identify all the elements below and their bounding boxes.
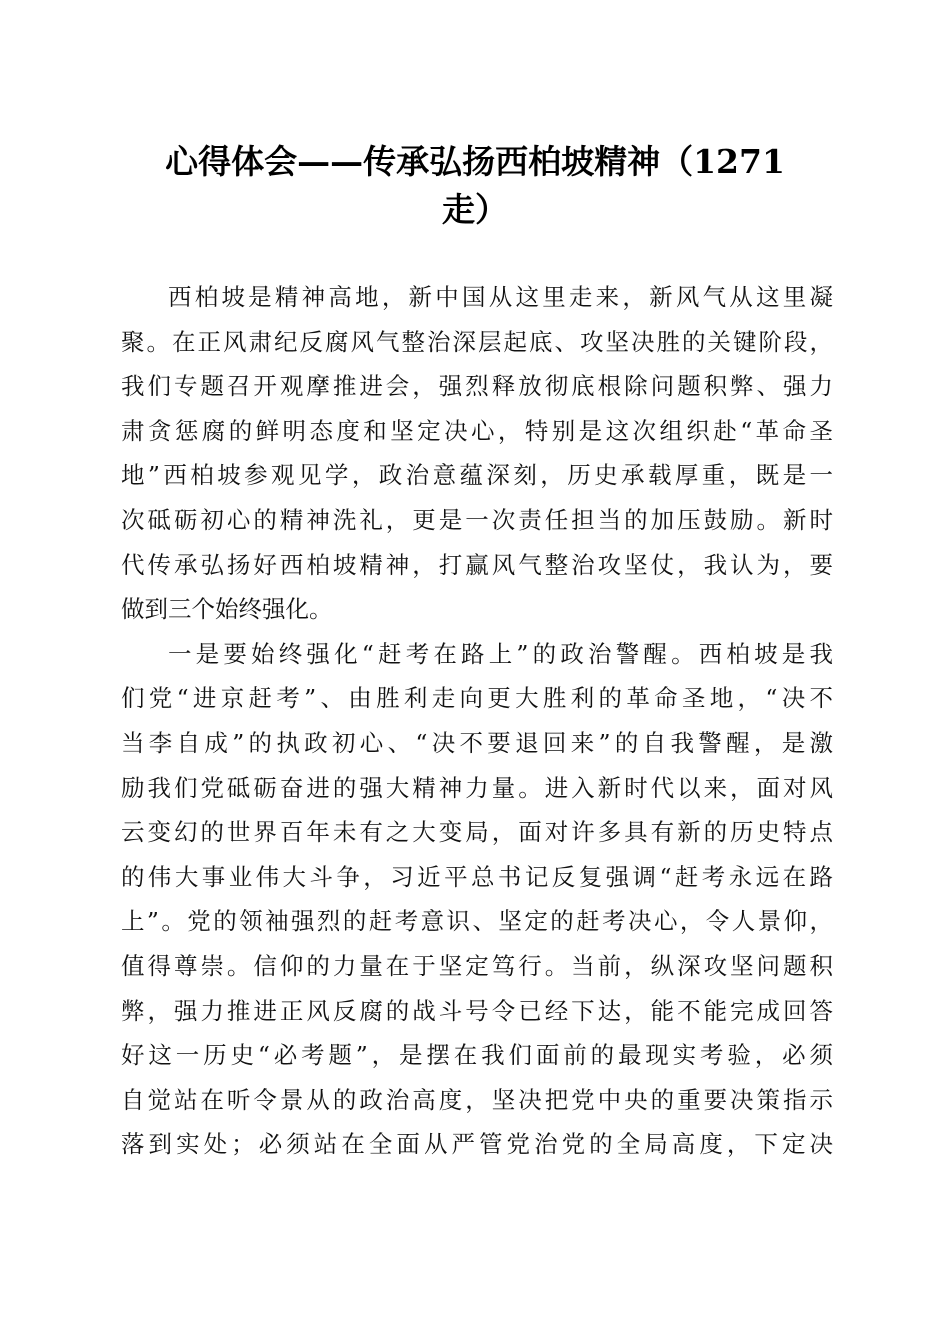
paragraph-1 (121, 275, 833, 632)
paragraph-line: 云变幻的世界百年未有之大变局，面对许多具有新的历史特点 (121, 818, 833, 847)
paragraph-line: 我们专题召开观摩推进会，强烈释放彻底根除问题积弊、强力 (121, 372, 833, 401)
paragraph-line: 西柏坡是精神高地，新中国从这里走来，新风气从这里凝 (168, 283, 833, 311)
paragraph-line: 次砥砺初心的精神洗礼，更是一次责任担当的加压鼓励。新时 (121, 505, 833, 534)
paragraph-line: 落到实处；必须站在全面从严管党治党的全局高度，下定决 (121, 1130, 833, 1159)
paragraph-line: 值得尊崇。信仰的力量在于坚定笃行。当前，纵深攻坚问题积 (121, 951, 833, 980)
paragraph-line: 励我们党砥砺奋进的强大精神力量。进入新时代以来，面对风 (121, 773, 833, 802)
paragraph-line: 好这一历史“必考题”，是摆在我们面前的最现实考验，必须 (121, 1041, 833, 1070)
paragraph-line: 地”西柏坡参观见学，政治意蕴深刻，历史承载厚重，既是一 (121, 461, 833, 490)
paragraph-line: 当李自成”的执政初心、“决不要退回来”的自我警醒，是激 (121, 728, 833, 757)
paragraph-line: 肃贪惩腐的鲜明态度和坚定决心，特别是这次组织赴“革命圣 (121, 416, 833, 445)
paragraph-line: 自觉站在听令景从的政治高度，坚决把党中央的重要决策指示 (121, 1085, 833, 1114)
paragraph-line: 上”。党的领袖强烈的赶考意识、坚定的赶考决心，令人景仰， (121, 907, 833, 936)
paragraph-line: 弊，强力推进正风反腐的战斗号令已经下达，能不能完成回答 (121, 996, 833, 1025)
title-line-1: 心得体会——传承弘扬西柏坡精神（1271 (165, 142, 785, 181)
paragraph-line: 一是要始终强化“赶考在路上”的政治警醒。西柏坡是我 (168, 639, 833, 668)
document-title (120, 138, 830, 234)
paragraph-2 (121, 632, 833, 1167)
paragraph-line: 们党“进京赶考”、由胜利走向更大胜利的革命圣地，“决不 (121, 684, 833, 713)
paragraph-line: 代传承弘扬好西柏坡精神，打赢风气整治攻坚仗，我认为，要 (121, 550, 833, 579)
document-body (121, 275, 833, 1167)
title-line-2: 走） (442, 190, 508, 229)
paragraph-line: 的伟大事业伟大斗争，习近平总书记反复强调“赶考永远在路 (121, 862, 833, 891)
paragraph-line: 聚。在正风肃纪反腐风气整治深层起底、攻坚决胜的关键阶段， (121, 327, 833, 356)
paragraph-line: 做到三个始终强化。 (121, 595, 333, 624)
